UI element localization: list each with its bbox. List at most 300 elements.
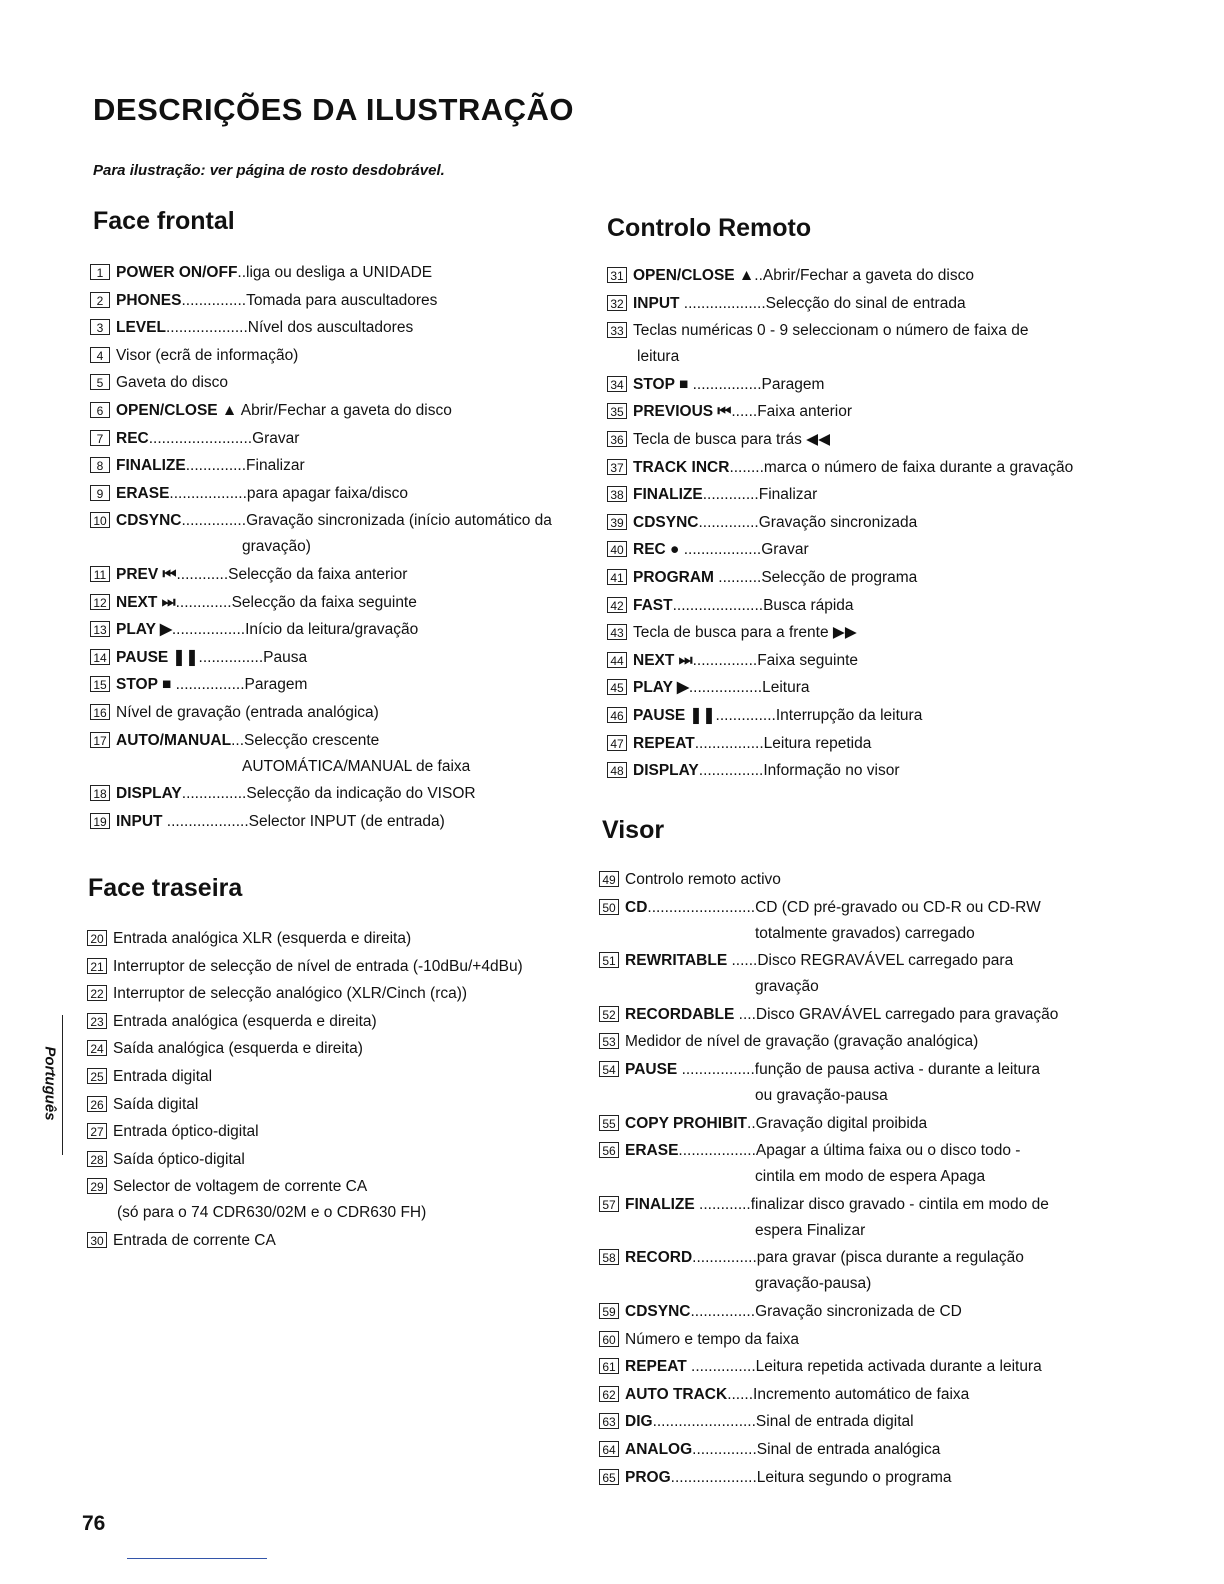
item-key: POWER ON/OFF <box>116 264 238 281</box>
item-number-badge: 38 <box>607 486 627 502</box>
item-number-badge: 57 <box>599 1196 619 1212</box>
list-item <box>90 648 570 668</box>
list-item <box>599 951 1069 997</box>
item-description: Disco GRAVÁVEL carregado para gravação <box>755 1005 1059 1023</box>
item-leader-dots: .................. <box>678 1142 756 1160</box>
item-number-badge: 63 <box>599 1413 619 1429</box>
item-leader-dots: ................ <box>171 676 245 694</box>
item-number-badge: 16 <box>90 704 110 720</box>
item-number-badge: 32 <box>607 295 627 311</box>
item-description: Sinal de entrada digital <box>755 1413 914 1431</box>
item-number-badge: 34 <box>607 376 627 392</box>
item-leader-dots: ................. <box>688 679 763 697</box>
item-key: REC <box>116 429 149 447</box>
item-key: ERASE <box>625 1142 679 1160</box>
item-description: Pausa <box>263 648 308 666</box>
item-body <box>625 898 1041 944</box>
item-body <box>625 870 781 890</box>
item-description: Início da leitura/gravação <box>245 621 419 639</box>
item-key: ANALOG <box>625 1440 693 1458</box>
list-item <box>607 375 1077 395</box>
item-leader-dots: ............ <box>694 1195 751 1213</box>
list-item <box>90 484 570 504</box>
item-number-badge: 24 <box>87 1040 107 1056</box>
item-leader-dots: .............. <box>715 706 776 724</box>
item-body <box>113 1039 363 1059</box>
list-item <box>599 1440 1069 1460</box>
item-leader-dots: .. <box>754 267 763 284</box>
item-leader-dots: ................... <box>162 812 249 830</box>
item-body <box>625 1357 1042 1377</box>
item-description: Gravação sincronizada (início automático da <box>246 512 552 530</box>
item-body <box>116 401 452 421</box>
item-description: Leitura segundo o programa <box>756 1468 952 1486</box>
item-description: Nível de gravação (entrada analógica) <box>116 703 379 721</box>
footer-line <box>127 1558 267 1559</box>
item-number-badge: 7 <box>90 430 110 446</box>
item-body <box>116 731 470 777</box>
item-body <box>113 1012 377 1032</box>
item-key: CDSYNC <box>116 512 182 530</box>
item-number-badge: 12 <box>90 594 110 610</box>
item-body <box>116 456 305 476</box>
item-leader-dots: ............... <box>690 1302 756 1320</box>
item-key: LEVEL <box>116 319 166 337</box>
item-key: CDSYNC <box>633 513 699 531</box>
item-leader-dots: ............. <box>175 593 232 611</box>
item-key: DISPLAY <box>116 785 182 803</box>
item-key: PAUSE ❚❚ <box>116 648 199 666</box>
item-body <box>116 675 307 695</box>
item-body <box>625 1195 1049 1241</box>
item-leader-dots: ............... <box>181 512 247 530</box>
item-key: NEXT ⏭ <box>116 593 176 611</box>
item-number-badge: 3 <box>90 319 110 335</box>
item-description: Saída óptico-digital <box>113 1150 245 1168</box>
item-description: Gravação sincronizada de CD <box>755 1302 962 1320</box>
item-description: Gravação digital proibida <box>755 1114 928 1132</box>
list-item <box>599 898 1069 944</box>
item-number-badge: 33 <box>607 322 627 338</box>
list-item <box>87 1231 567 1251</box>
item-body <box>113 1177 426 1223</box>
item-body <box>116 784 476 804</box>
list-item <box>87 957 567 977</box>
list-item <box>599 1141 1069 1187</box>
heading-rear: Face traseira <box>88 874 243 902</box>
item-description: CD (CD pré-gravado ou CD-R ou CD-RW <box>755 898 1041 916</box>
item-body <box>113 1067 212 1087</box>
item-continuation: (só para o 74 CDR630/02M e o CDR630 FH) <box>117 1204 427 1222</box>
item-continuation: gravação <box>755 978 819 996</box>
item-key: INPUT <box>116 812 163 830</box>
item-leader-dots: ... <box>231 731 245 749</box>
item-continuation: cintila em modo de espera Apaga <box>755 1168 986 1186</box>
list-item <box>90 784 570 804</box>
list-item <box>599 1385 1069 1405</box>
item-leader-dots: ................ <box>694 734 764 752</box>
item-number-badge: 14 <box>90 649 110 665</box>
item-number-badge: 37 <box>607 459 627 475</box>
list-item <box>87 929 567 949</box>
item-description: Gravar <box>761 541 809 559</box>
page-number: 76 <box>82 1512 106 1535</box>
item-key: CD <box>625 898 648 916</box>
item-body <box>625 1060 1040 1106</box>
item-number-badge: 62 <box>599 1386 619 1402</box>
item-number-badge: 54 <box>599 1061 619 1077</box>
item-key: PHONES <box>116 291 182 309</box>
item-key: PROG <box>625 1468 671 1486</box>
heading-front: Face frontal <box>93 207 235 235</box>
item-description: Tomada para auscultadores <box>246 291 438 309</box>
item-leader-dots: .................. <box>169 484 247 502</box>
item-number-badge: 48 <box>607 762 627 778</box>
item-description: função de pausa activa - durante a leitura <box>754 1060 1040 1078</box>
list-item <box>90 346 570 366</box>
list-item <box>90 812 570 832</box>
item-key: PLAY ▶ <box>116 621 172 639</box>
item-leader-dots: ...... <box>731 403 758 421</box>
item-description: liga ou desliga a UNIDADE <box>246 264 433 281</box>
item-continuation: gravação-pausa) <box>755 1275 872 1293</box>
item-number-badge: 15 <box>90 676 110 692</box>
item-body <box>633 623 857 643</box>
item-body <box>633 540 809 560</box>
list-item <box>607 706 1077 726</box>
item-description: Incremento automático de faixa <box>753 1385 970 1403</box>
item-body <box>116 373 228 393</box>
heading-visor: Visor <box>602 816 665 844</box>
item-key: PAUSE <box>625 1060 678 1078</box>
item-description: Faixa anterior <box>757 403 852 421</box>
item-number-badge: 45 <box>607 679 627 695</box>
item-body <box>625 1468 952 1488</box>
list-item <box>87 1150 567 1170</box>
item-continuation: gravação) <box>242 538 311 556</box>
list-item <box>607 266 1077 286</box>
list-item <box>87 984 567 1004</box>
item-key: PROGRAM <box>633 568 714 586</box>
item-body <box>113 929 411 949</box>
item-body <box>625 1440 940 1460</box>
item-description: Selecção de programa <box>761 568 918 586</box>
item-leader-dots: .............. <box>698 513 759 531</box>
item-description: Informação no visor <box>763 762 900 780</box>
item-number-badge: 8 <box>90 457 110 473</box>
item-body <box>633 568 917 588</box>
item-key: REPEAT <box>633 734 695 752</box>
item-description: Número e tempo da faixa <box>625 1330 800 1348</box>
item-description: Teclas numéricas 0 - 9 seleccionam o número de faixa de <box>633 322 1029 340</box>
item-body <box>633 734 871 754</box>
item-description: Entrada analógica XLR (esquerda e direita) <box>113 930 412 947</box>
item-key: PAUSE ❚❚ <box>633 706 716 724</box>
item-description: Selector INPUT (de entrada) <box>248 812 445 830</box>
item-body <box>633 678 810 698</box>
item-body <box>113 1150 245 1170</box>
item-description: Abrir/Fechar a gaveta do disco <box>762 267 974 284</box>
item-description: Nível dos auscultadores <box>247 319 414 337</box>
item-number-badge: 56 <box>599 1142 619 1158</box>
item-body <box>116 291 437 311</box>
item-description: Gaveta do disco <box>116 374 229 392</box>
item-body <box>633 761 900 781</box>
list-item <box>90 263 570 283</box>
item-number-badge: 2 <box>90 292 110 308</box>
item-body <box>116 318 413 338</box>
item-body <box>625 1005 1058 1025</box>
item-body <box>113 1231 276 1251</box>
item-description: Finalizar <box>758 486 818 504</box>
item-number-badge: 25 <box>87 1068 107 1084</box>
front-list <box>90 263 570 839</box>
list-item <box>599 1032 1069 1052</box>
item-body <box>633 651 858 671</box>
item-continuation: espera Finalizar <box>755 1221 866 1239</box>
list-item <box>599 1005 1069 1025</box>
item-description: Gravar <box>252 429 300 447</box>
list-item <box>90 703 570 723</box>
item-continuation: leitura <box>637 348 680 366</box>
item-leader-dots: .. <box>237 264 247 281</box>
item-number-badge: 6 <box>90 402 110 418</box>
item-key: NEXT ⏭ <box>633 651 693 669</box>
list-item <box>90 373 570 393</box>
list-item <box>599 1248 1069 1294</box>
item-body <box>633 596 854 616</box>
item-key: PLAY ▶ <box>633 679 689 697</box>
item-number-badge: 1 <box>90 264 110 280</box>
item-body <box>116 511 552 557</box>
page-title: DESCRIÇÕES DA ILUSTRAÇÃO <box>93 92 575 127</box>
item-body <box>625 1302 962 1322</box>
item-key: STOP ■ <box>116 676 172 694</box>
list-item <box>607 734 1077 754</box>
item-body <box>625 1248 1024 1294</box>
item-body <box>113 984 467 1004</box>
remote-list <box>607 266 1077 789</box>
item-description: Leitura <box>762 679 810 697</box>
item-key: FINALIZE <box>633 486 703 504</box>
item-body <box>625 1412 914 1432</box>
item-description: Selecção do sinal de entrada <box>765 294 966 312</box>
item-body <box>625 1385 969 1405</box>
item-leader-dots: ..................... <box>672 596 764 614</box>
item-number-badge: 53 <box>599 1033 619 1049</box>
item-number-badge: 23 <box>87 1013 107 1029</box>
item-key: DIG <box>625 1413 653 1431</box>
language-tab <box>40 1015 63 1155</box>
item-key: INPUT <box>633 294 680 312</box>
item-leader-dots: ...... <box>727 952 758 970</box>
list-item <box>599 1114 1069 1134</box>
item-body <box>625 1032 978 1052</box>
item-body <box>633 266 974 286</box>
item-body <box>633 458 1073 478</box>
item-description: Abrir/Fechar a gaveta do disco <box>240 401 452 419</box>
item-number-badge: 19 <box>90 813 110 829</box>
item-description: para gravar (pisca durante a regulação <box>756 1249 1024 1267</box>
item-description: Paragem <box>761 375 825 393</box>
item-number-badge: 55 <box>599 1115 619 1131</box>
item-number-badge: 31 <box>607 267 627 283</box>
list-item <box>607 485 1077 505</box>
item-body <box>116 565 407 585</box>
list-item <box>599 1330 1069 1350</box>
item-description: Interruptor de selecção analógico (XLR/Cinch (rca)) <box>113 985 468 1003</box>
list-item <box>599 1468 1069 1488</box>
item-description: Tecla de busca para trás ◀◀ <box>633 430 831 448</box>
item-number-badge: 5 <box>90 374 110 390</box>
list-item <box>607 623 1077 643</box>
item-description: marca o número de faixa durante a gravação <box>763 458 1074 476</box>
item-key: OPEN/CLOSE ▲ <box>633 267 755 284</box>
item-leader-dots: ........ <box>729 458 764 476</box>
item-number-badge: 10 <box>90 512 110 528</box>
item-key: DISPLAY <box>633 762 699 780</box>
list-item <box>599 1060 1069 1106</box>
list-item <box>90 291 570 311</box>
list-item <box>90 401 570 421</box>
list-item <box>607 651 1077 671</box>
item-body <box>633 706 922 726</box>
item-description: Selecção da faixa anterior <box>228 565 408 583</box>
item-number-badge: 27 <box>87 1123 107 1139</box>
heading-remote: Controlo Remoto <box>607 214 812 242</box>
item-key: AUTO TRACK <box>625 1385 728 1403</box>
list-item <box>599 1195 1069 1241</box>
list-item <box>87 1039 567 1059</box>
item-key: PREV ⏮ <box>116 565 177 583</box>
item-key: AUTO/MANUAL <box>116 731 232 749</box>
list-item <box>607 596 1077 616</box>
language-tab-label: Português <box>41 1046 59 1121</box>
item-key: COPY PROHIBIT <box>625 1114 748 1132</box>
item-description: Selecção crescente <box>244 731 380 749</box>
item-number-badge: 29 <box>87 1178 107 1194</box>
item-key: FAST <box>633 596 673 614</box>
item-leader-dots: ............... <box>692 1440 757 1458</box>
item-description: Selector de voltagem de corrente CA <box>113 1178 368 1196</box>
list-item <box>87 1067 567 1087</box>
item-number-badge: 35 <box>607 403 627 419</box>
item-body <box>116 484 408 504</box>
item-leader-dots: .......... <box>713 568 762 586</box>
item-description: Faixa seguinte <box>757 651 859 669</box>
item-number-badge: 26 <box>87 1096 107 1112</box>
item-key: FINALIZE <box>116 457 186 475</box>
item-number-badge: 9 <box>90 485 110 501</box>
item-number-badge: 61 <box>599 1358 619 1374</box>
list-item <box>90 456 570 476</box>
item-key: RECORDABLE <box>625 1005 735 1023</box>
item-leader-dots: .... <box>734 1005 756 1023</box>
item-body <box>116 593 417 613</box>
item-number-badge: 40 <box>607 541 627 557</box>
item-leader-dots: ...... <box>727 1385 754 1403</box>
item-leader-dots: ............... <box>686 1358 756 1376</box>
item-description: Finalizar <box>246 457 305 475</box>
item-number-badge: 42 <box>607 597 627 613</box>
item-key: REWRITABLE <box>625 952 728 970</box>
item-continuation: AUTOMÁTICA/MANUAL de faixa <box>242 757 471 775</box>
item-body <box>633 321 1028 367</box>
item-description: Entrada analógica (esquerda e direita) <box>113 1012 377 1030</box>
item-leader-dots: ............... <box>698 762 764 780</box>
item-body <box>116 346 298 366</box>
item-key: REC ● <box>633 541 680 559</box>
item-number-badge: 47 <box>607 735 627 751</box>
item-leader-dots: ............... <box>198 648 264 666</box>
item-number-badge: 65 <box>599 1469 619 1485</box>
list-item <box>607 458 1077 478</box>
item-body <box>633 430 830 450</box>
item-leader-dots: ............. <box>702 486 759 504</box>
page-subtitle: Para ilustração: ver página de rosto desdobrável. <box>93 162 445 179</box>
list-item <box>607 294 1077 314</box>
item-description: Tecla de busca para a frente ▶▶ <box>633 624 857 642</box>
item-description: para apagar faixa/disco <box>246 484 409 502</box>
item-description: Disco REGRAVÁVEL carregado para <box>757 952 1014 970</box>
item-key: RECORD <box>625 1249 693 1267</box>
item-description: Interrupção da leitura <box>775 706 923 724</box>
list-item <box>607 430 1077 450</box>
list-item <box>87 1177 567 1223</box>
item-number-badge: 28 <box>87 1151 107 1167</box>
item-leader-dots: ................ <box>688 375 762 393</box>
item-continuation: ou gravação-pausa <box>755 1086 888 1104</box>
item-description: Saída analógica (esquerda e direita) <box>113 1040 363 1058</box>
item-description: Interruptor de selecção de nível de entrada (-10dBu/+4dBu) <box>113 957 523 975</box>
list-item <box>599 870 1069 890</box>
item-description: Selecção da indicação do VISOR <box>246 785 476 803</box>
item-number-badge: 51 <box>599 952 619 968</box>
item-body <box>633 485 817 505</box>
item-number-badge: 17 <box>90 732 110 748</box>
item-key: OPEN/CLOSE ▲ <box>116 401 238 419</box>
item-leader-dots: .................... <box>670 1468 757 1486</box>
item-leader-dots: .. <box>747 1114 756 1132</box>
item-leader-dots: ................... <box>679 294 766 312</box>
item-number-badge: 60 <box>599 1331 619 1347</box>
item-number-badge: 36 <box>607 431 627 447</box>
visor-list <box>599 870 1069 1495</box>
list-item <box>599 1357 1069 1377</box>
item-continuation: totalmente gravados) carregado <box>755 924 975 942</box>
item-key: ERASE <box>116 484 170 502</box>
list-item <box>90 675 570 695</box>
list-item <box>607 761 1077 781</box>
item-number-badge: 21 <box>87 958 107 974</box>
item-leader-dots: ......................... <box>647 898 756 916</box>
item-key: TRACK INCR <box>633 458 730 476</box>
item-description: Gravação sincronizada <box>758 513 918 531</box>
list-item <box>599 1302 1069 1322</box>
item-number-badge: 58 <box>599 1249 619 1265</box>
list-item <box>90 620 570 640</box>
list-item <box>90 565 570 585</box>
item-number-badge: 22 <box>87 985 107 1001</box>
item-leader-dots: ............ <box>176 565 229 583</box>
item-number-badge: 4 <box>90 347 110 363</box>
item-body <box>113 1095 198 1115</box>
list-item <box>90 593 570 613</box>
item-number-badge: 13 <box>90 621 110 637</box>
item-description: Sinal de entrada analógica <box>756 1440 941 1458</box>
item-leader-dots: ............... <box>181 291 247 309</box>
item-body <box>633 294 966 314</box>
